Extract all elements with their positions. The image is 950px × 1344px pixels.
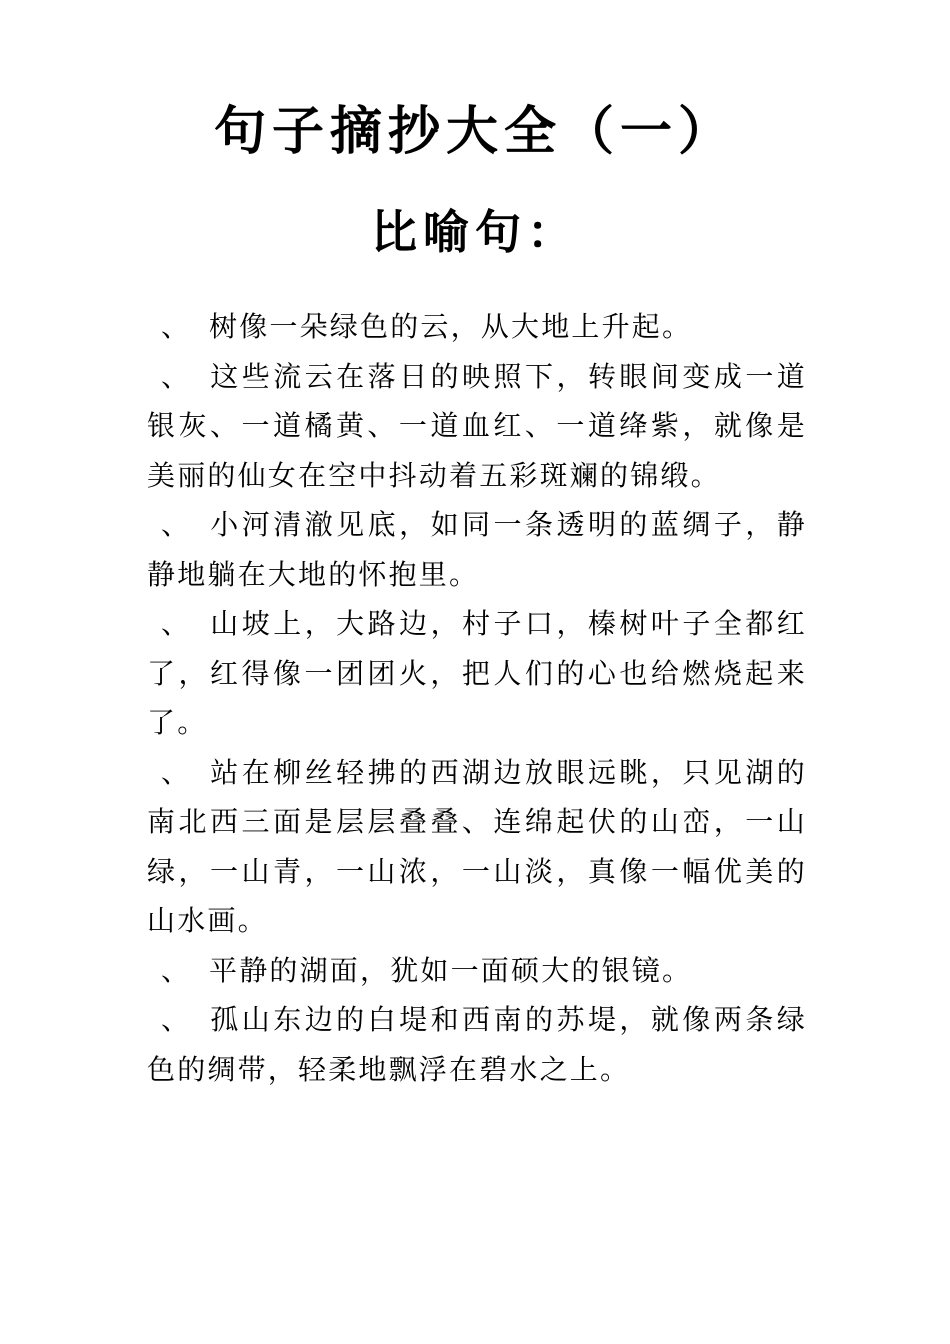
section-heading: 比喻句：: [371, 205, 579, 259]
sentence-text: 山坡上，大路边，村子口，榛树叶子全都红了，红得像一团团火，把人们的心也给燃烧起来了。: [147, 607, 807, 739]
sentence-text: 树像一朵绿色的云，从大地上升起。: [209, 310, 693, 343]
bullet-mark: 、: [161, 359, 192, 393]
list-item: [147, 352, 807, 501]
sentence-text: 平静的湖面，犹如一面硕大的银镜。: [209, 953, 693, 987]
bullet-mark: 、: [161, 953, 192, 987]
bullet-mark: 、: [161, 310, 192, 343]
sentence-text: 这些流云在落日的映照下，转眼间变成一道银灰、一道橘黄、一道血红、一道绛紫，就像是美丽的仙女在空中抖动着五彩斑斓的锦缎。: [147, 359, 807, 492]
sentence-text: 站在柳丝轻拂的西湖边放眼远眺，只见湖的南北西三面是层层叠叠、连绵起伏的山峦，一山绿，一山青，一山浓，一山淡，真像一幅优美的山水画。: [147, 755, 807, 937]
list-item: [147, 302, 807, 352]
sentence-text: 小河清澈见底，如同一条透明的蓝绸子，静静地躺在大地的怀抱里。: [147, 508, 807, 591]
bullet-mark: 、: [161, 755, 192, 789]
sentence-list: [147, 302, 807, 1094]
list-item: [147, 995, 807, 1094]
list-item: [147, 599, 807, 748]
page-title: 句子摘抄大全（一）: [213, 101, 736, 162]
list-item: [147, 946, 807, 996]
list-item: [147, 748, 807, 946]
bullet-mark: 、: [161, 607, 192, 640]
sentence-text: 孤山东边的白堤和西南的苏堤，就像两条绿色的绸带，轻柔地飘浮在碧水之上。: [147, 1003, 807, 1086]
bullet-mark: 、: [161, 508, 192, 541]
list-item: [147, 500, 807, 599]
bullet-mark: 、: [161, 1003, 192, 1036]
